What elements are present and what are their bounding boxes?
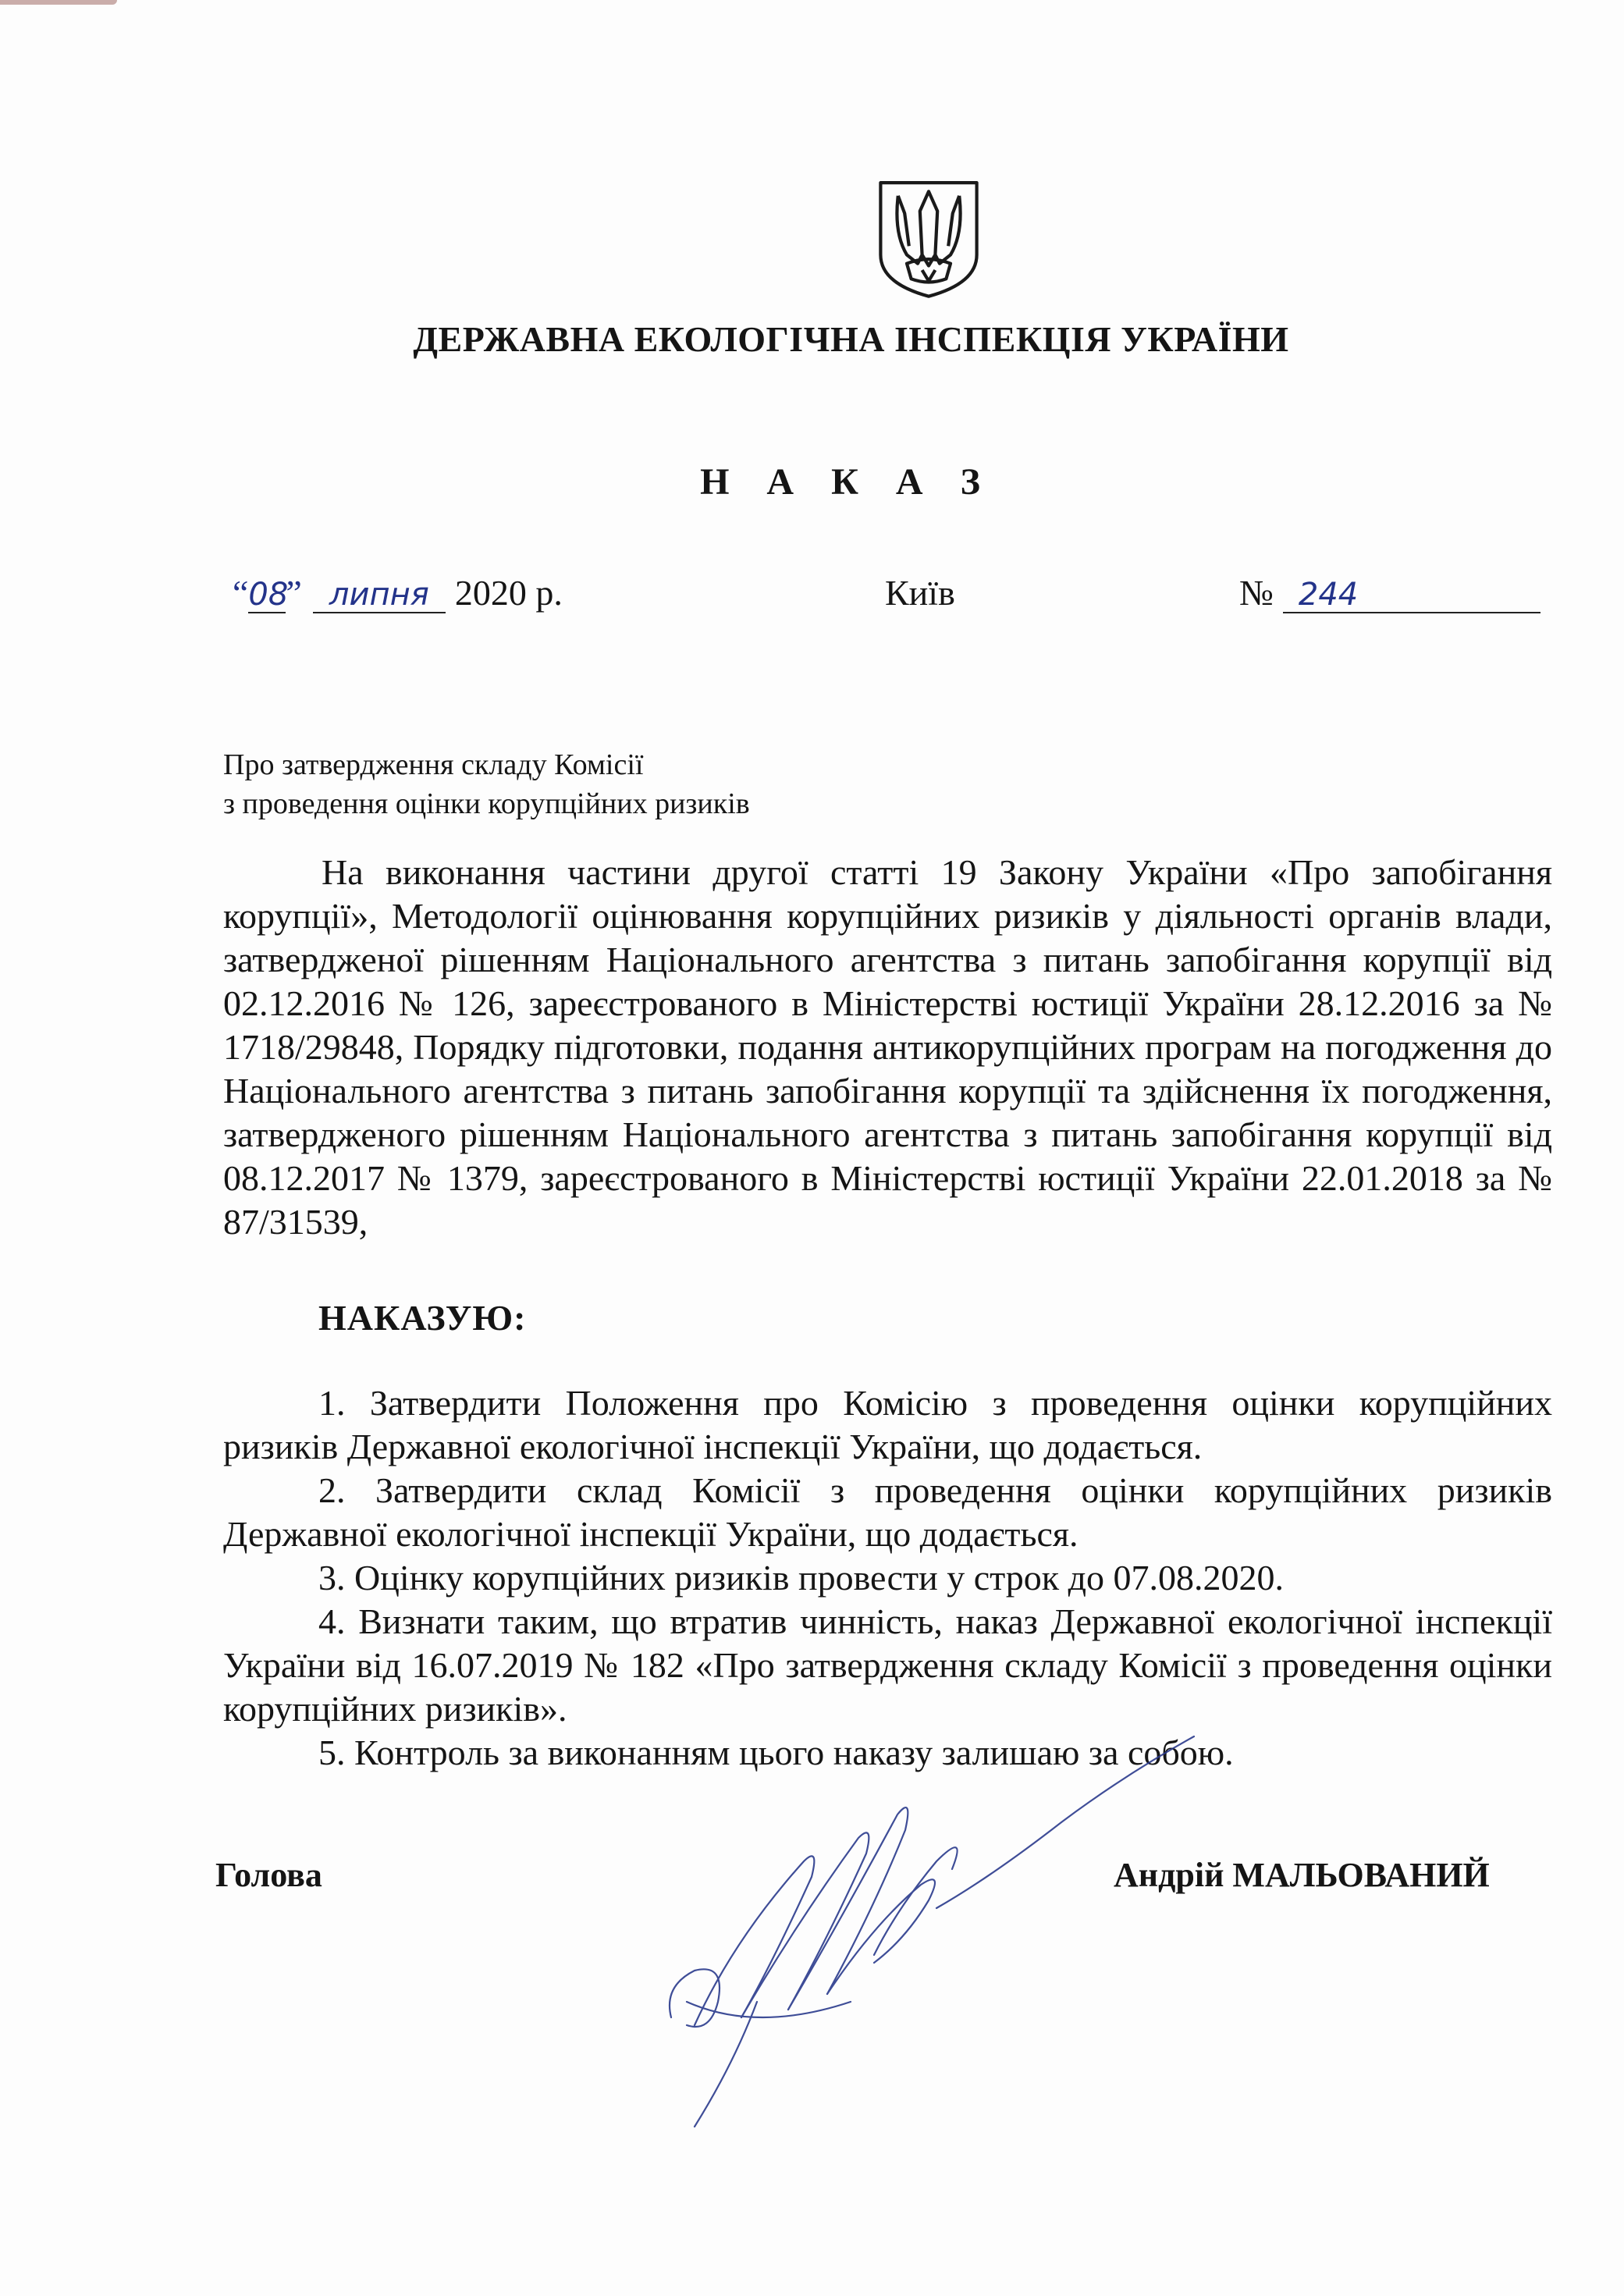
city-label: Київ (885, 573, 955, 613)
order-subject (223, 745, 750, 823)
order-item-2: 2. Затвердити склад Комісії з проведення оцінки корупційних ризиків Державної екологічної інспекції України, що додається. (223, 1470, 1552, 1554)
preamble-paragraph: На виконання частини другої статті 19 Закону України «Про запобігання корупції», Методології оцінювання корупційних ризиків у діяльності органів влади, затвердженої рішенням Національного агентства з питань запобігання корупції від 02.12.2016 № 126, зареєстрованого в Міністерстві юстиції України 28.12.2016 за № 1718/29848, Порядку підготовки, подання антикорупційних програм на погодження до Національного агентства з питань запобігання корупції та здійснення їх погодження, затвердженого рішенням Національного агентства з питань запобігання корупції від 08.12.2017 № 1379, зареєстрованого в Міністерстві юстиції України 22.01.2018 за № 87/31539, (223, 852, 1552, 1242)
date-day-handwritten: 08 (248, 577, 289, 613)
number-sign: № (1239, 573, 1274, 613)
scan-edge-mark (0, 0, 117, 5)
order-number-handwritten: 244 (1283, 578, 1540, 613)
order-number (1239, 572, 1540, 613)
agency-name: ДЕРЖАВНА ЕКОЛОГІЧНА ІНСПЕКЦІЯ УКРАЇНИ (413, 319, 1289, 359)
signer-position: Голова (215, 1856, 322, 1894)
date-close-quote: ” (286, 573, 302, 613)
order-items-list (223, 1381, 1552, 1775)
subject-line-2: з проведення оцінки корупційних ризиків (223, 787, 750, 820)
order-item-5: 5. Контроль за виконанням цього наказу залишаю за собою. (318, 1733, 1234, 1772)
subject-line-1: Про затвердження складу Комісії (223, 748, 644, 781)
document-meta-row (0, 572, 1624, 627)
date-month-handwritten: липня (313, 578, 446, 613)
document-type-heading: Н А К А З (700, 461, 994, 503)
date-year: 2020 р. (454, 573, 563, 613)
trident-coat-of-arms-icon (874, 178, 983, 299)
order-item-4: 4. Визнати таким, що втратив чинність, наказ Державної екологічної інспекції України від 16.07.2019 № 182 «Про затвердження складу Комісії з проведення оцінки корупційних ризиків». (223, 1601, 1552, 1729)
order-word-heading: НАКАЗУЮ: (318, 1298, 527, 1338)
order-item-3: 3. Оцінку корупційних ризиків провести у строк до 07.08.2020. (318, 1558, 1285, 1598)
order-date (233, 572, 563, 613)
date-open-quote: “ (233, 573, 249, 613)
order-item-1: 1. Затвердити Положення про Комісію з проведення оцінки корупційних ризиків Державної екологічної інспекції України, що додається. (223, 1383, 1552, 1466)
signer-name: Андрій МАЛЬОВАНИЙ (1114, 1856, 1490, 1894)
